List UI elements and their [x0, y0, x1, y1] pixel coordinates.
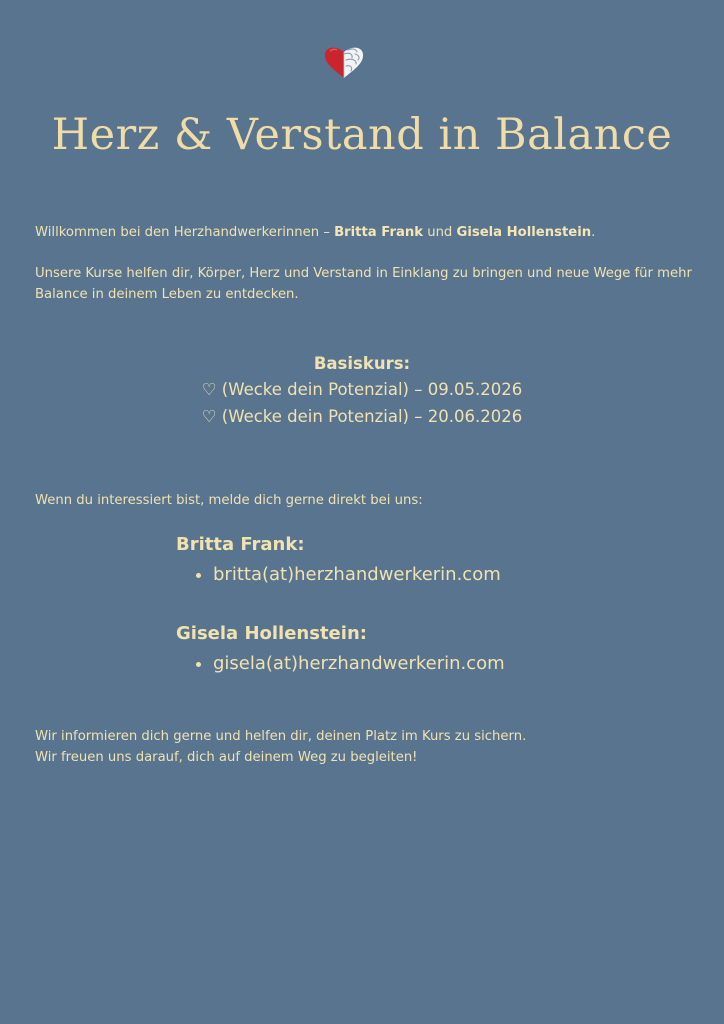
contact-list-britta [176, 562, 501, 588]
heart-brain-icon [322, 44, 366, 80]
intro-name-britta: Britta Frank [334, 225, 424, 240]
intro-prefix: Willkommen bei den Herzhandwerkerinnen – [35, 225, 335, 240]
closing-text [35, 726, 695, 768]
course-heading: Basiskurs: [313, 354, 411, 373]
intro-text [35, 222, 695, 243]
description-text: Unsere Kurse helfen dir, Körper, Herz und Verstand in Einklang zu bringen und neue Wege für mehr Balance in deinem Leben zu entdecken. [35, 266, 692, 302]
contact-email-gisela[interactable]: • gisela(at)herzhandwerkerin.com [213, 651, 505, 677]
closing-line-2: Wir freuen uns darauf, dich auf deinem Weg zu begleiten! [35, 750, 418, 765]
intro-suffix: . [591, 225, 596, 240]
contact-email-britta[interactable]: • britta(at)herzhandwerkerin.com [213, 562, 501, 588]
course-section [0, 352, 724, 430]
contact-intro: Wenn du interessiert bist, melde dich gerne direkt bei uns: [35, 493, 423, 508]
contact-name-gisela: Gisela Hollenstein: [176, 623, 367, 644]
contact-name-britta: Britta Frank: [176, 534, 305, 555]
contact-britta [176, 532, 501, 588]
course-date-2: ♡ (Wecke dein Potenzial) – 20.06.2026 [201, 407, 523, 426]
contact-gisela [176, 621, 505, 677]
closing-line-1: Wir informieren dich gerne und helfen dir, deinen Platz im Kurs zu sichern. [35, 729, 527, 744]
course-date-1: ♡ (Wecke dein Potenzial) – 09.05.2026 [201, 380, 523, 399]
intro-connector: und [423, 225, 457, 240]
page-title: Herz & Verstand in Balance [51, 110, 673, 160]
contact-list-gisela [176, 651, 505, 677]
intro-name-gisela: Gisela Hollenstein [456, 225, 592, 240]
